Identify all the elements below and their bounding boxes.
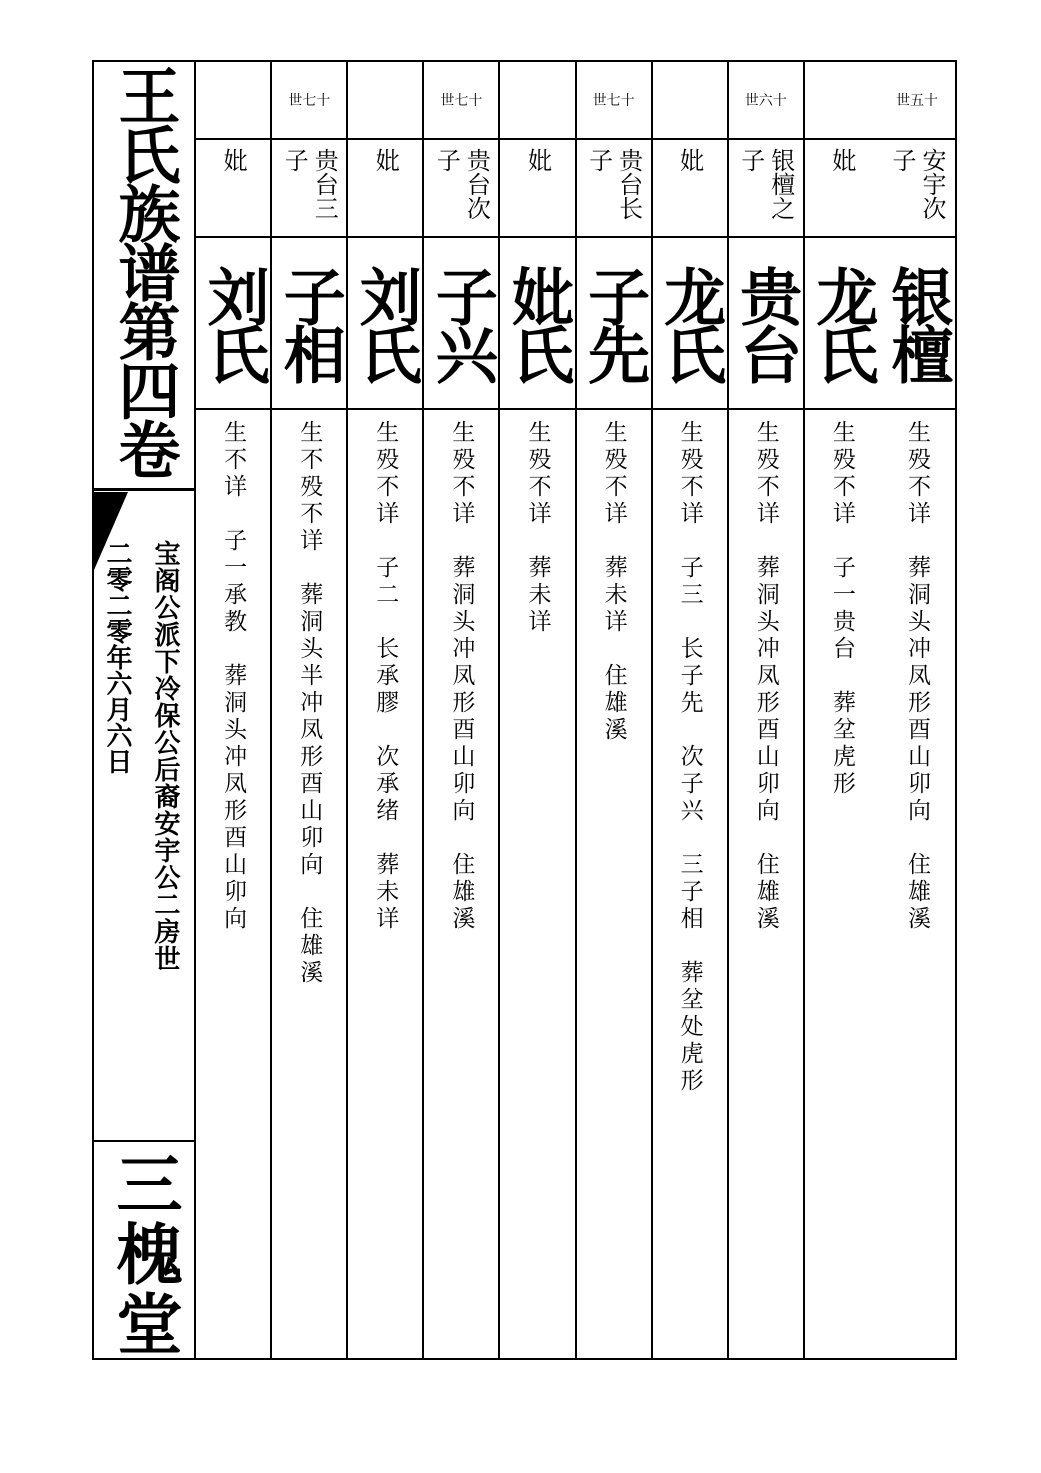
details-cell <box>577 412 651 1352</box>
person-column <box>651 62 727 1358</box>
relation-cell <box>272 140 346 238</box>
relation-cell <box>805 140 879 238</box>
book-title-text: 王氏族谱第四卷 <box>108 64 181 477</box>
generation-label: 世六十 <box>729 62 803 140</box>
book-title <box>94 64 194 486</box>
person-details: 生殁不详 葬洞头冲凤形酉山卯向 住雄溪 <box>903 420 930 933</box>
name-cell <box>424 238 498 410</box>
relation-cell <box>653 140 727 238</box>
person-column <box>194 62 270 1358</box>
relation-text: 安宇次子 <box>887 148 946 220</box>
person-details: 生殁不详 葬洞头冲凤形酉山卯向 住雄溪 <box>752 420 779 933</box>
details-cell <box>272 412 346 1352</box>
generation-label <box>348 62 422 140</box>
person-column <box>727 62 803 1358</box>
name-cell <box>805 238 879 410</box>
name-cell <box>348 238 422 410</box>
lineage-text: 宝阁公派下冷保公后裔安宇公二房世 <box>150 540 180 972</box>
details-cell <box>500 412 574 1352</box>
name-cell <box>577 238 651 410</box>
relation-cell <box>879 140 955 238</box>
relation-text: 妣 <box>219 148 248 172</box>
person-name: 龙氏 <box>653 265 727 381</box>
name-cell <box>879 238 955 410</box>
person-column <box>422 62 498 1358</box>
relation-cell <box>196 140 270 238</box>
person-details: 生殁不详 葬未详 住雄溪 <box>600 420 627 744</box>
name-cell <box>729 238 803 410</box>
person-details: 生殁不详 子三 长子先 次子兴 三子相 葬坌处虎形 <box>676 420 703 1095</box>
hall-name <box>94 1150 194 1360</box>
person-column <box>270 62 346 1358</box>
relation-text: 妣 <box>523 148 552 172</box>
name-cell <box>500 238 574 410</box>
relation-text: 妣 <box>675 148 704 172</box>
person-name: 银檀 <box>880 265 954 381</box>
person-column <box>346 62 422 1358</box>
hall-name-text: 三槐堂 <box>105 1150 183 1360</box>
details-cell <box>653 412 727 1352</box>
relation-text: 贵台长子 <box>584 148 643 220</box>
relation-cell <box>500 140 574 238</box>
name-cell <box>196 238 270 410</box>
relation-cell <box>424 140 498 238</box>
person-name: 龙氏 <box>805 265 879 381</box>
generation-label: 世七十 <box>272 62 346 140</box>
details-cell <box>424 412 498 1352</box>
person-name: 刘氏 <box>349 265 423 381</box>
relation-cell <box>577 140 651 238</box>
person-details: 生殁不详 葬未详 <box>524 420 551 636</box>
genealogy-page <box>92 60 957 1360</box>
person-details: 生殁不详 葬洞头冲凤形酉山卯向 住雄溪 <box>448 420 475 933</box>
relation-text: 妣 <box>371 148 400 172</box>
generation-label: 世七十 <box>577 62 651 140</box>
person-name: 子兴 <box>425 265 499 381</box>
generation-label <box>196 62 270 140</box>
person-details: 生不殁不详 葬洞头半冲凤形酉山卯向 住雄溪 <box>296 420 323 987</box>
details-cell <box>348 412 422 1352</box>
relation-text: 贵台次子 <box>432 148 491 220</box>
generation-label: 世五十 <box>879 62 955 140</box>
person-name: 刘氏 <box>197 265 271 381</box>
person-details: 生殁不详 子二 长承膠 次承绪 葬未详 <box>372 420 399 933</box>
relation-cell <box>348 140 422 238</box>
hall-divider <box>94 1140 194 1142</box>
generation-label <box>653 62 727 140</box>
person-name: 子先 <box>577 265 651 381</box>
person-details: 生不详 子一承教 葬洞头冲凤形酉山卯向 <box>220 420 247 933</box>
person-column <box>498 62 574 1358</box>
generation-label: 世七十 <box>424 62 498 140</box>
details-cell <box>805 412 879 1352</box>
details-cell <box>729 412 803 1352</box>
date-text: 二零二零年六月六日 <box>102 540 132 774</box>
person-details: 生殁不详 子一贵台 葬坌虎形 <box>828 420 855 798</box>
person-name: 子相 <box>273 265 347 381</box>
genealogy-columns <box>194 62 955 1358</box>
relation-text: 贵台三子 <box>280 148 339 220</box>
generation-label <box>500 62 574 140</box>
relation-text: 银檀之子 <box>736 148 795 220</box>
relation-cell <box>729 140 803 238</box>
title-panel <box>94 62 196 1358</box>
title-divider <box>94 488 194 491</box>
name-cell <box>272 238 346 410</box>
generation-label <box>805 62 879 140</box>
name-cell <box>653 238 727 410</box>
person-name: 贵台 <box>729 265 803 381</box>
person-column <box>575 62 651 1358</box>
person-column <box>803 62 879 1358</box>
details-cell <box>196 412 270 1352</box>
person-column <box>879 62 955 1358</box>
person-name: 妣氏 <box>501 265 575 381</box>
relation-text: 妣 <box>827 148 856 172</box>
details-cell <box>879 412 955 1352</box>
